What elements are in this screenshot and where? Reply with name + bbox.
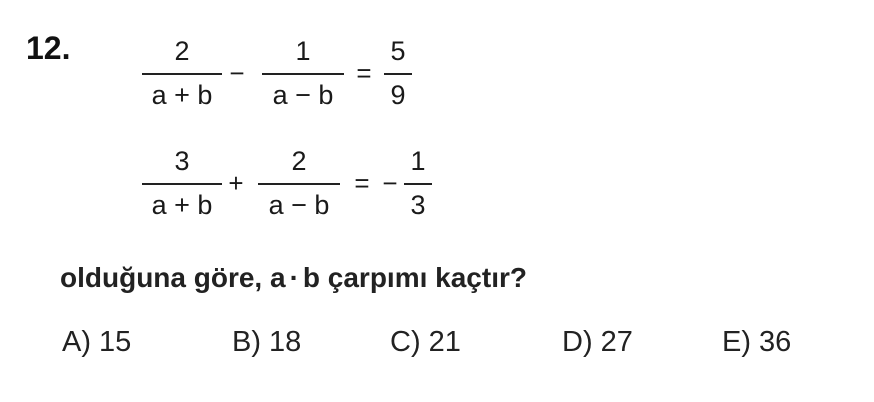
fraction-bar — [142, 73, 222, 75]
fraction-term-1 — [142, 146, 222, 226]
fraction-bar — [262, 73, 344, 75]
question-number: 12. — [26, 30, 71, 66]
numerator: 3 — [174, 146, 190, 176]
fraction-rhs — [404, 146, 432, 226]
numerator: 1 — [410, 146, 426, 176]
operator-plus: + — [228, 168, 244, 198]
choice-a[interactable]: A) 15 — [62, 326, 132, 358]
numerator: 1 — [295, 36, 311, 66]
denominator: a − b — [272, 80, 334, 110]
choice-b[interactable]: B) 18 — [232, 326, 302, 358]
question-text — [60, 262, 527, 294]
choice-e[interactable]: E) 36 — [722, 326, 792, 358]
multiplication-dot: · — [289, 262, 299, 293]
fraction-term-2 — [262, 36, 344, 116]
negative-sign: − — [382, 168, 398, 198]
denominator: 3 — [410, 190, 426, 220]
fraction-rhs — [384, 36, 412, 116]
operator-minus: − — [229, 58, 245, 88]
denominator: 9 — [390, 80, 406, 110]
fraction-bar — [404, 183, 432, 185]
numerator: 2 — [291, 146, 307, 176]
question-part-2: b çarpımı kaçtır? — [302, 262, 527, 293]
equals-sign: = — [356, 58, 372, 88]
denominator: a − b — [268, 190, 330, 220]
denominator: a + b — [151, 190, 213, 220]
question-part-1: olduğuna göre, a — [60, 262, 286, 293]
choice-c[interactable]: C) 21 — [390, 326, 461, 358]
fraction-term-2 — [258, 146, 340, 226]
numerator: 5 — [390, 36, 406, 66]
fraction-bar — [384, 73, 412, 75]
fraction-term-1 — [142, 36, 222, 116]
denominator: a + b — [151, 80, 213, 110]
fraction-bar — [258, 183, 340, 185]
equals-sign: = — [354, 168, 370, 198]
choice-d[interactable]: D) 27 — [562, 326, 633, 358]
fraction-bar — [142, 183, 222, 185]
numerator: 2 — [174, 36, 190, 66]
